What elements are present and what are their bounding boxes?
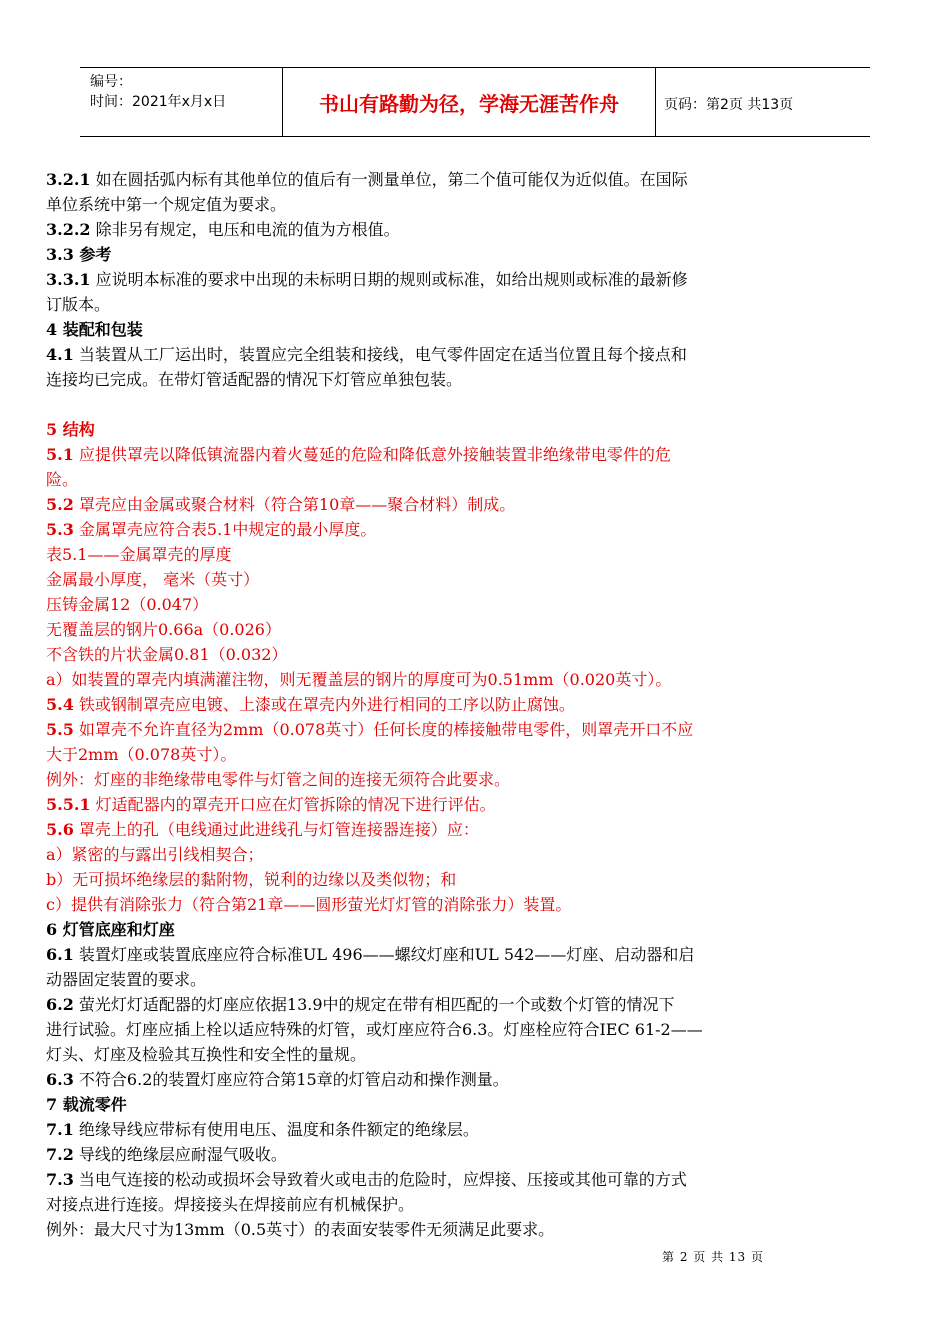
clause-number: 3.2.2 [46,220,91,239]
clause-text: 大于2mm（0.078英寸）。 [46,745,237,764]
clause-text: 铁或钢制罩壳应电镀、上漆或在罩壳内外进行相同的工序以防止腐蚀。 [73,695,575,714]
paragraph-line [46,1217,826,1242]
clause-text: 进行试验。灯座应插上栓以适应特殊的灯管，或灯座应符合6.3。灯座栓应符合IEC 61-2—— [46,1020,703,1039]
paragraph-line [46,792,826,817]
clause-number: 5.6 [46,820,74,839]
clause-text: 当电气连接的松动或损坏会导致着火或电击的危险时，应焊接、压接或其他可靠的方式 [73,1170,687,1189]
paragraph-line [46,642,826,667]
document-number-label: 编号： [90,74,132,90]
paragraph-line [46,542,826,567]
clause-number: 5.4 [46,695,74,714]
paragraph-line [46,1192,826,1217]
page-footer: 第 2 页 共 13 页 [662,1250,764,1264]
document-header-table [80,67,870,137]
clause-text: 罩壳应由金属或聚合材料（符合第10章——聚合材料）制成。 [73,495,516,514]
clause-text: 对接点进行连接。焊接接头在焊接前应有机械保护。 [46,1195,415,1214]
paragraph-line [46,317,826,342]
blank-line [46,392,826,417]
paragraph-line [46,467,826,492]
paragraph-line [46,617,826,642]
clause-text: 绝缘导线应带标有使用电压、温度和条件额定的绝缘层。 [73,1120,479,1139]
clause-text: 压铸金属12（0.047） [46,595,209,614]
clause-number: 4 装配和包装 [46,320,143,339]
clause-text: 例外：最大尺寸为13mm（0.5英寸）的表面安装零件无须满足此要求。 [46,1220,555,1239]
clause-number: 6 灯管底座和灯座 [46,920,175,939]
clause-text: 单位系统中第一个规定值为要求。 [46,195,287,214]
clause-text: 订版本。 [46,295,111,314]
clause-number: 5 结构 [46,420,95,439]
clause-number: 5.3 [46,520,74,539]
paragraph-line [46,492,826,517]
clause-text: a）如装置的罩壳内填满灌注物，则无覆盖层的钢片的厚度可为0.51mm（0.020英寸）。 [46,670,672,689]
paragraph-line [46,592,826,617]
clause-number: 5.5 [46,720,74,739]
paragraph-line [46,217,826,242]
paragraph-line [46,292,826,317]
clause-number: 6.2 [46,995,74,1014]
paragraph-line [46,867,826,892]
document-body [46,167,826,1242]
clause-number: 7 载流零件 [46,1095,127,1114]
paragraph-line [46,417,826,442]
clause-number: 7.2 [46,1145,74,1164]
clause-text: 连接均已完成。在带灯管适配器的情况下灯管应单独包装。 [46,370,463,389]
clause-text: 如罩壳不允许直径为2mm（0.078英寸）任何长度的棒接触带电零件，则罩壳开口不应 [73,720,694,739]
clause-number: 5.2 [46,495,74,514]
paragraph-line [46,967,826,992]
clause-text: 金属最小厚度， 毫米（英寸） [46,570,260,589]
clause-text: b）无可损坏绝缘层的黏附物，锐利的边缘以及类似物；和 [46,870,457,889]
clause-text: 不含铁的片状金属0.81（0.032） [46,645,288,664]
clause-text: 装置灯座或装置底座应符合标准UL 496——螺纹灯座和UL 542——灯座、启动器和启 [73,945,695,964]
clause-text: c）提供有消除张力（符合第21章——圆形萤光灯灯管的消除张力）装置。 [46,895,572,914]
clause-text: 如在圆括弧内标有其他单位的值后有一测量单位，第二个值可能仅为近似值。在国际 [90,170,688,189]
clause-number: 5.1 [46,445,74,464]
paragraph-line [46,1142,826,1167]
paragraph-line [46,992,826,1017]
document-time-label: 时间：2021年x月x日 [90,94,227,110]
paragraph-line [46,692,826,717]
paragraph-line [46,742,826,767]
paragraph-line [46,367,826,392]
paragraph-line [46,817,826,842]
header-meta-cell [80,68,280,136]
clause-text: 导线的绝缘层应耐湿气吸收。 [73,1145,287,1164]
paragraph-line [46,717,826,742]
paragraph-line [46,242,826,267]
paragraph-line [46,917,826,942]
clause-number: 6.3 [46,1070,74,1089]
paragraph-line [46,1167,826,1192]
clause-text: 应说明本标准的要求中出现的未标明日期的规则或标准，如给出规则或标准的最新修 [90,270,688,289]
paragraph-line [46,1092,826,1117]
paragraph-line [46,442,826,467]
clause-number: 3.3 参考 [46,245,112,264]
clause-number: 3.3.1 [46,270,91,289]
paragraph-line [46,942,826,967]
clause-text: 灯头、灯座及检验其互换性和安全性的量规。 [46,1045,367,1064]
paragraph-line [46,892,826,917]
paragraph-line [46,767,826,792]
clause-text: 罩壳上的孔（电线通过此进线孔与灯管连接器连接）应： [73,820,479,839]
clause-text: 萤光灯灯适配器的灯座应依据13.9中的规定在带有相匹配的一个或数个灯管的情况下 [73,995,675,1014]
clause-text: 动器固定装置的要求。 [46,970,207,989]
clause-text: 例外：灯座的非绝缘带电零件与灯管之间的连接无须符合此要求。 [46,770,511,789]
clause-number: 6.1 [46,945,74,964]
clause-number: 3.2.1 [46,170,91,189]
clause-text: 险。 [46,470,79,489]
paragraph-line [46,1117,826,1142]
clause-text: a）紧密的与露出引线相契合； [46,845,264,864]
paragraph-line [46,167,826,192]
paragraph-line [46,1067,826,1092]
clause-text: 除非另有规定，电压和电流的值为方根值。 [90,220,400,239]
clause-number: 5.5.1 [46,795,91,814]
paragraph-line [46,842,826,867]
clause-text: 金属罩壳应符合表5.1中规定的最小厚度。 [73,520,377,539]
paragraph-line [46,517,826,542]
header-page-info: 页码：第2页 共13页 [664,97,794,113]
clause-text: 灯适配器内的罩壳开口应在灯管拆除的情况下进行评估。 [90,795,496,814]
clause-number: 4.1 [46,345,74,364]
clause-number: 7.1 [46,1120,74,1139]
clause-text: 无覆盖层的钢片0.66a（0.026） [46,620,281,639]
paragraph-line [46,192,826,217]
paragraph-line [46,267,826,292]
paragraph-line [46,567,826,592]
clause-text: 表5.1——金属罩壳的厚度 [46,545,232,564]
clause-text: 应提供罩壳以降低镇流器内着火蔓延的危险和降低意外接触装置非绝缘带电零件的危 [73,445,671,464]
paragraph-line [46,1042,826,1067]
clause-number: 7.3 [46,1170,74,1189]
clause-text: 不符合6.2的装置灯座应符合第15章的灯管启动和操作测量。 [73,1070,509,1089]
paragraph-line [46,1017,826,1042]
header-motto: 书山有路勤为径，学海无涯苦作舟 [282,68,656,136]
paragraph-line [46,342,826,367]
clause-text: 当装置从工厂运出时，装置应完全组装和接线，电气零件固定在适当位置且每个接点和 [73,345,687,364]
paragraph-line [46,667,826,692]
